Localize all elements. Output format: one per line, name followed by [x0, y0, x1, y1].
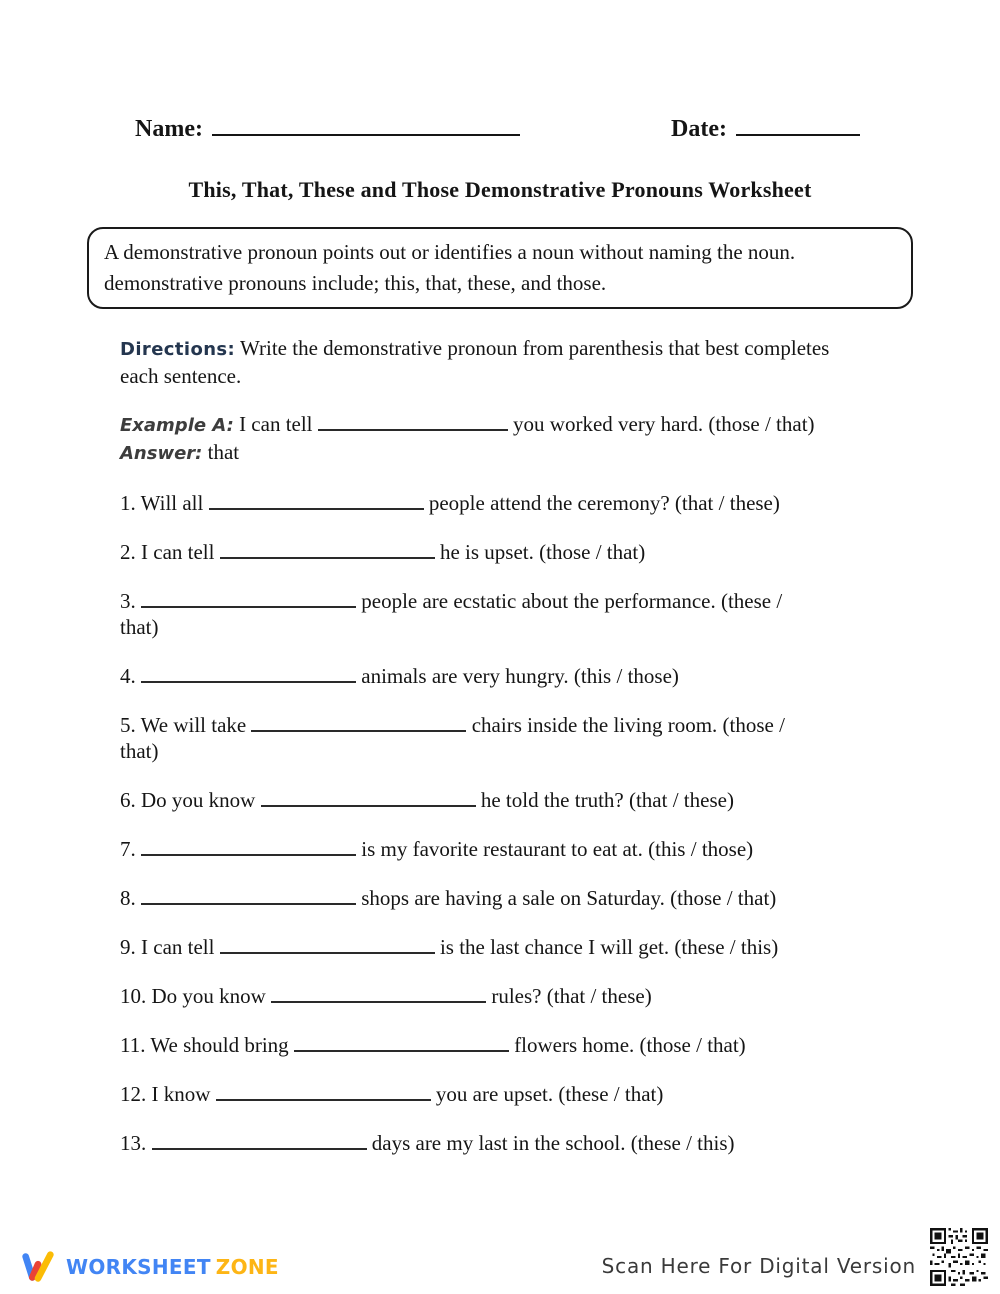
- question-number: 4.: [120, 664, 136, 688]
- directions-label: Directions:: [120, 339, 236, 360]
- logo-w-icon: [18, 1248, 58, 1286]
- question-number: 11.: [120, 1033, 146, 1057]
- question-post-text: people attend the ceremony? (that / these): [428, 491, 780, 515]
- question-wrap-text: that): [120, 739, 159, 763]
- answer-blank: [209, 490, 424, 510]
- example-line: [120, 411, 860, 439]
- worksheet-zone-logo: [18, 1248, 279, 1286]
- question-post-text: days are my last in the school. (these / this): [371, 1131, 735, 1155]
- question-post-text: you are upset. (these / that): [435, 1082, 664, 1106]
- answer-blank: [141, 663, 356, 683]
- definition-line-2: demonstrative pronouns include; this, that, these, and those.: [104, 271, 607, 295]
- question-pre-text: Will all: [140, 491, 204, 515]
- question-number: 10.: [120, 984, 147, 1008]
- question-post-text: he told the truth? (that / these): [480, 788, 734, 812]
- question-row: [120, 490, 860, 516]
- example-pre-text: I can tell: [239, 412, 313, 436]
- name-field: [135, 112, 520, 143]
- answer-blank: [271, 983, 486, 1003]
- question-number: 5.: [120, 713, 136, 737]
- answer-blank: [141, 885, 356, 905]
- question-number: 8.: [120, 886, 136, 910]
- question-list: [120, 490, 860, 1156]
- question-row: [120, 539, 860, 565]
- logo-text: [66, 1255, 279, 1279]
- date-blank: [736, 112, 860, 136]
- question-row: [120, 1032, 860, 1058]
- question-wrap-text: that): [120, 615, 159, 639]
- name-label: Name:: [135, 116, 203, 142]
- directions-text: Write the demonstrative pronoun from parenthesis that best completes each sentence.: [120, 336, 830, 388]
- header: [0, 0, 1000, 143]
- definition-box: [87, 227, 913, 309]
- question-post-text: he is upset. (those / that): [439, 540, 646, 564]
- question-post-text: shops are having a sale on Saturday. (those / that): [361, 886, 777, 910]
- question-row: [120, 712, 860, 764]
- directions: [120, 335, 860, 389]
- question-number: 3.: [120, 589, 136, 613]
- question-post-text: flowers home. (those / that): [514, 1033, 746, 1057]
- question-row: [120, 885, 860, 911]
- answer-blank: [152, 1130, 367, 1150]
- question-post-text: rules? (that / these): [491, 984, 652, 1008]
- question-row: [120, 663, 860, 689]
- page-title: This, That, These and Those Demonstrative Pronouns Worksheet: [188, 177, 812, 202]
- question-row: [120, 1130, 860, 1156]
- question-pre-text: I know: [151, 1082, 211, 1106]
- question-number: 12.: [120, 1082, 147, 1106]
- question-number: 6.: [120, 788, 136, 812]
- example-blank: [318, 411, 508, 431]
- question-post-text: is the last chance I will get. (these / this): [439, 935, 779, 959]
- question-post-text: people are ecstatic about the performance. (these /: [361, 589, 783, 613]
- question-number: 7.: [120, 837, 136, 861]
- date-field: [671, 112, 860, 143]
- question-row: [120, 934, 860, 960]
- question-pre-text: I can tell: [141, 540, 215, 564]
- question-pre-text: Do you know: [151, 984, 266, 1008]
- example-label: Example A:: [120, 415, 234, 436]
- answer-label: Answer:: [120, 443, 203, 464]
- name-blank: [212, 112, 520, 136]
- question-pre-text: Do you know: [141, 788, 256, 812]
- question-number: 13.: [120, 1131, 147, 1155]
- answer-blank: [216, 1081, 431, 1101]
- question-row: [120, 983, 860, 1009]
- question-row: [120, 1081, 860, 1107]
- question-row: [120, 588, 860, 640]
- answer-blank: [141, 588, 356, 608]
- example-block: [120, 411, 860, 467]
- question-pre-text: We should bring: [150, 1033, 289, 1057]
- question-post-text: animals are very hungry. (this / those): [361, 664, 679, 688]
- question-row: [120, 836, 860, 862]
- worksheet-body: [0, 309, 1000, 1156]
- example-post-text: you worked very hard. (those / that): [513, 412, 815, 436]
- answer-blank: [251, 712, 466, 732]
- question-number: 9.: [120, 935, 136, 959]
- answer-blank: [141, 836, 356, 856]
- question-pre-text: We will take: [140, 713, 247, 737]
- answer-blank: [294, 1032, 509, 1052]
- answer-line: [120, 439, 860, 467]
- answer-text: that: [207, 440, 240, 464]
- logo-word-zone: ZONE: [215, 1255, 279, 1279]
- definition-line-1: A demonstrative pronoun points out or identifies a noun without naming the noun.: [104, 240, 796, 264]
- answer-blank: [261, 787, 476, 807]
- scan-here-text: Scan Here For Digital Version: [601, 1254, 916, 1278]
- question-post-text: chairs inside the living room. (those /: [471, 713, 785, 737]
- logo-word-worksheet: WORKSHEET: [66, 1255, 211, 1279]
- question-number: 1.: [120, 491, 136, 515]
- question-number: 2.: [120, 540, 136, 564]
- answer-blank: [220, 934, 435, 954]
- question-post-text: is my favorite restaurant to eat at. (this / those): [361, 837, 754, 861]
- question-row: [120, 787, 860, 813]
- qr-code: [930, 1228, 988, 1286]
- answer-blank: [220, 539, 435, 559]
- date-label: Date:: [671, 116, 727, 142]
- question-pre-text: I can tell: [141, 935, 215, 959]
